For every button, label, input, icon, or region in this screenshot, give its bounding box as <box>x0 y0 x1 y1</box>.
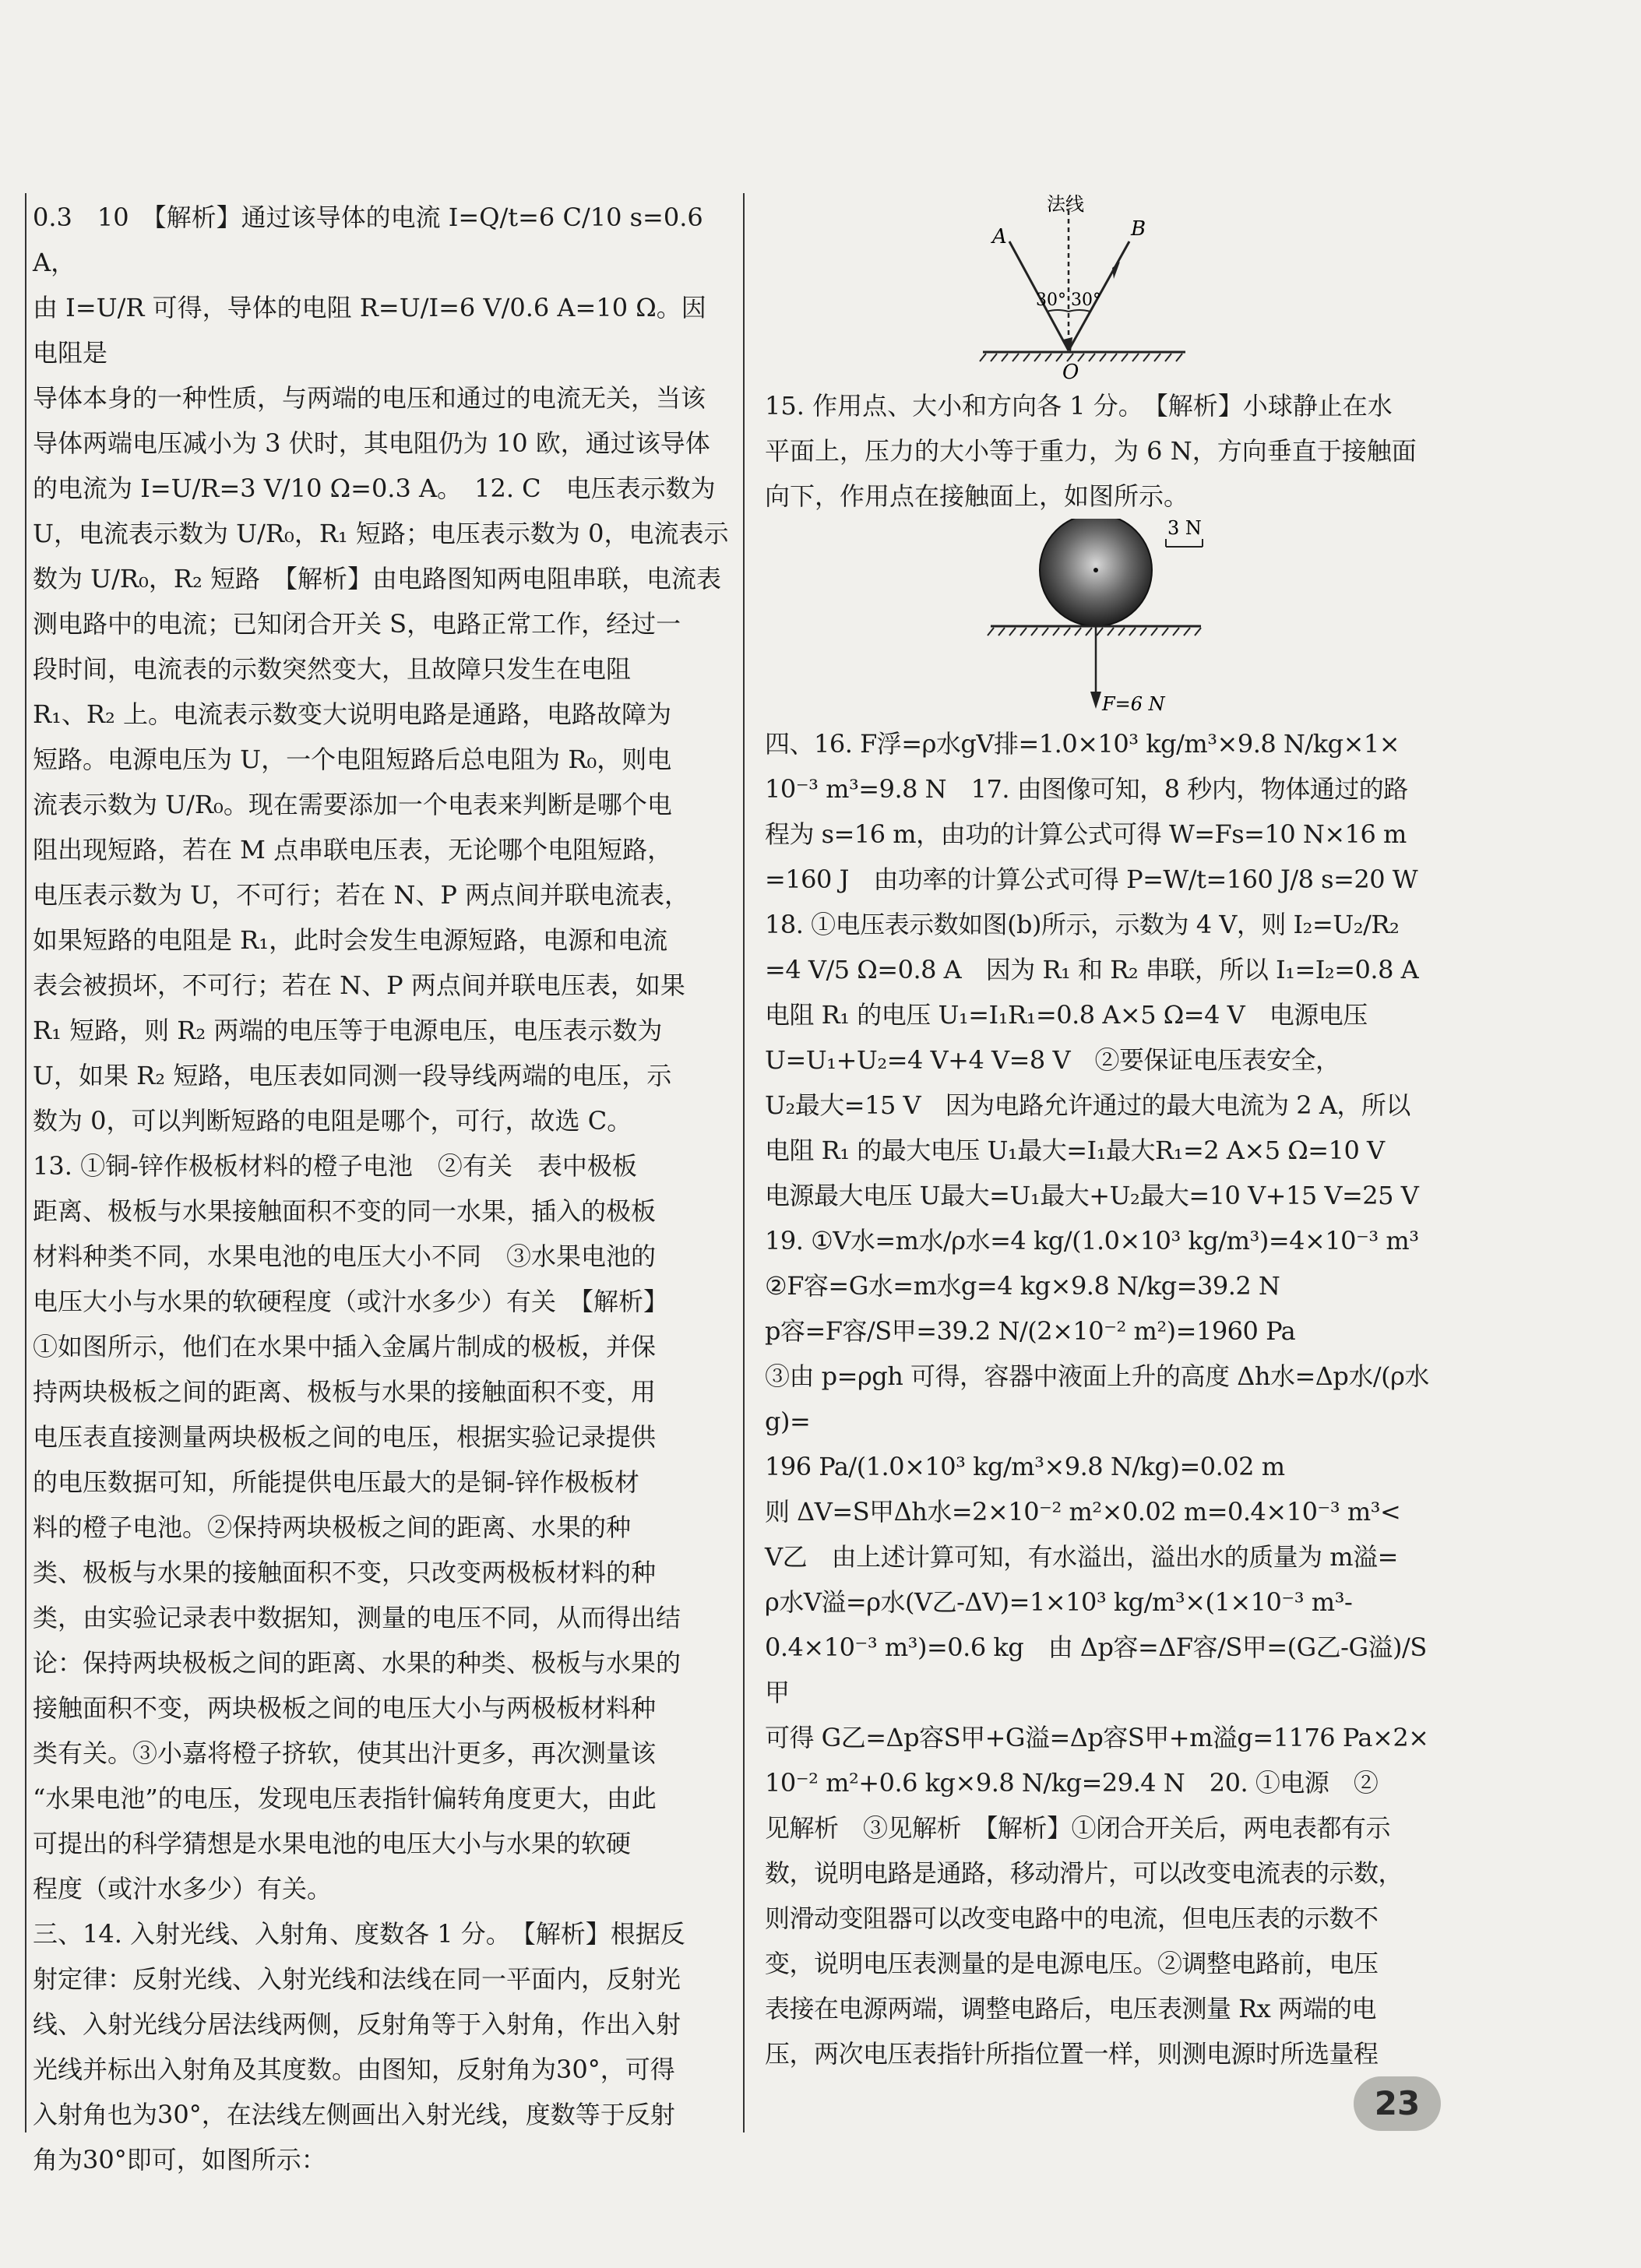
text-line: V乙 由上述计算可知，有水溢出，溢出水的质量为 m溢= <box>765 1542 1398 1572</box>
answers-block <box>765 721 1435 2076</box>
reflection-diagram <box>765 187 1435 382</box>
text-line: 论：保持两块极板之间的距离、水果的种类、极板与水果的 <box>33 1648 681 1678</box>
text-line: 压，两次电压表指针所指位置一样，则测电源时所选量程 <box>765 2039 1379 2069</box>
text-line: R₁、R₂ 上。电流表示数变大说明电路是通路，电路故障为 <box>33 699 672 729</box>
text-line: 料的橙子电池。②保持两块极板之间的距离、水果的种 <box>33 1513 632 1542</box>
text-line: 数，说明电路是通路，移动滑片，可以改变电流表的示数， <box>765 1858 1403 1888</box>
text-line: 电阻 R₁ 的最大电压 U₁最大=I₁最大R₁=2 A×5 Ω=10 V <box>765 1136 1385 1165</box>
point-o-label: O <box>1062 361 1079 382</box>
left-column <box>33 195 731 2182</box>
text-line: 表接在电源两端，调整电路后，电压表测量 Rx 两端的电 <box>765 1994 1376 2023</box>
text-line: 段时间，电流表的示数突然变大，且故障只发生在电阻 <box>33 654 632 684</box>
q15-block <box>765 383 1435 519</box>
text-line: 程为 s=16 m，由功的计算公式可得 W=Fs=10 N×16 m <box>765 819 1407 849</box>
text-line: 接触面积不变，两块极板之间的电压大小与两极板材料种 <box>33 1693 657 1723</box>
text-line: 流表示数为 U/R₀。现在需要添加一个电表来判断是哪个电 <box>33 790 672 819</box>
text-line: ②F容=G水=m水g=4 kg×9.8 N/kg=39.2 N <box>765 1271 1280 1301</box>
text-line: 类有关。③小嘉将橙子挤软，使其出汁更多，再次测量该 <box>33 1738 657 1768</box>
normal-label: 法线 <box>1047 193 1084 215</box>
angle-right-label: 30° <box>1071 291 1101 310</box>
ray-a-label: A <box>992 225 1007 248</box>
text-line: 0.4×10⁻³ m³)=0.6 kg 由 Δp容=ΔF容/S甲=(G乙-G溢)/S甲 <box>765 1632 1427 1707</box>
text-line: 电压表直接测量两块极板之间的电压，根据实验记录提供 <box>33 1422 657 1452</box>
text-line: U，电流表示数为 U/R₀，R₁ 短路；电压表示数为 0，电流表示 <box>33 519 729 548</box>
page-number-badge: 23 <box>1354 2076 1441 2131</box>
text-line: 入射角也为30°，在法线左侧画出入射光线，度数等于反射 <box>33 2100 675 2129</box>
left-margin-rule <box>25 193 26 2132</box>
text-line: 196 Pa/(1.0×10³ kg/m³×9.8 N/kg)=0.02 m <box>765 1452 1285 1481</box>
text-line: 的电压数据可知，所能提供电压最大的是铜-锌作极板材 <box>33 1467 639 1497</box>
text-line: U=U₁+U₂=4 V+4 V=8 V ②要保证电压表安全， <box>765 1045 1340 1075</box>
text-line: 13. ①铜-锌作极板材料的橙子电池 ②有关 表中极板 <box>33 1151 637 1181</box>
text-line: 材料种类不同，水果电池的电压大小不同 ③水果电池的 <box>33 1241 657 1271</box>
text-line: 四、16. F浮=ρ水gV排=1.0×10³ kg/m³×9.8 N/kg×1× <box>765 729 1400 759</box>
text-line: 类，由实验记录表中数据知，测量的电压不同，从而得出结 <box>33 1603 681 1632</box>
text-line: 数为 U/R₀，R₂ 短路 【解析】由电路图知两电阻串联，电流表 <box>33 564 721 593</box>
text-line: 10⁻² m²+0.6 kg×9.8 N/kg=29.4 N 20. ①电源 ② <box>765 1768 1379 1798</box>
text-line: 测电路中的电流；已知闭合开关 S，电路正常工作，经过一 <box>33 609 681 639</box>
text-line: 导体本身的一种性质，与两端的电压和通过的电流无关，当该 <box>33 383 706 413</box>
text-line: 类、极板与水果的接触面积不变，只改变两极板材料的种 <box>33 1558 657 1587</box>
text-line: =160 J 由功率的计算公式可得 P=W/t=160 J/8 s=20 W <box>765 865 1418 894</box>
text-line: 电源最大电压 U最大=U₁最大+U₂最大=10 V+15 V=25 V <box>765 1181 1419 1210</box>
text-line: 射定律：反射光线、入射光线和法线在同一平面内，反射光 <box>33 1964 681 1994</box>
text-line: 可提出的科学猜想是水果电池的电压大小与水果的软硬 <box>33 1829 632 1858</box>
text-line: 线、入射光线分居法线两侧，反射角等于入射角，作出入射 <box>33 2009 681 2039</box>
text-line: p容=F容/S甲=39.2 N/(2×10⁻² m²)=1960 Pa <box>765 1316 1296 1346</box>
text-line: ①如图所示，他们在水果中插入金属片制成的极板，并保 <box>33 1332 657 1361</box>
force-label: F=6 N <box>1102 693 1165 713</box>
text-line: 程度（或汁水多少）有关。 <box>33 1874 333 1904</box>
ray-b-label: B <box>1131 217 1146 241</box>
text-line: =4 V/5 Ω=0.8 A 因为 R₁ 和 R₂ 串联，所以 I₁=I₂=0.8 A <box>765 955 1419 984</box>
text-line: 向下，作用点在接触面上，如图所示。 <box>765 481 1189 511</box>
text-line: 三、14. 入射光线、入射角、度数各 1 分。 【解析】根据反 <box>33 1919 685 1949</box>
text-line: 10⁻³ m³=9.8 N 17. 由图像可知，8 秒内，物体通过的路 <box>765 774 1408 804</box>
text-line: 如果短路的电阻是 R₁，此时会发生电源短路，电源和电流 <box>33 925 668 955</box>
text-line: ρ水V溢=ρ水(V乙-ΔV)=1×10³ kg/m³×(1×10⁻³ m³- <box>765 1587 1353 1617</box>
text-line: 变，说明电压表测量的是电源电压。②调整电路前，电压 <box>765 1949 1379 1978</box>
right-column <box>765 187 1435 2076</box>
text-line: 电压大小与水果的软硬程度（或汁水多少）有关 【解析】 <box>33 1287 669 1316</box>
text-line: 15. 作用点、大小和方向各 1 分。 【解析】小球静止在水 <box>765 391 1393 421</box>
force-diagram <box>765 519 1435 713</box>
scale-label: 3 N <box>1167 519 1202 539</box>
text-line: “水果电池”的电压，发现电压表指针偏转角度更大，由此 <box>33 1784 657 1813</box>
text-line: 导体两端电压减小为 3 伏时，其电阻仍为 10 欧，通过该导体 <box>33 428 710 458</box>
text-line: 角为30°即可，如图所示： <box>33 2145 326 2175</box>
text-line: 见解析 ③见解析 【解析】①闭合开关后，两电表都有示 <box>765 1813 1391 1843</box>
text-line: 阻出现短路，若在 M 点串联电压表，无论哪个电阻短路， <box>33 835 673 865</box>
text-line: 电压表示数为 U，不可行；若在 N、P 两点间并联电流表， <box>33 880 690 910</box>
text-line: 距离、极板与水果接触面积不变的同一水果，插入的极板 <box>33 1196 657 1226</box>
text-line: ③由 p=ρgh 可得，容器中液面上升的高度 Δh水=Δp水/(ρ水g)= <box>765 1361 1429 1436</box>
text-line: 则滑动变阻器可以改变电路中的电流，但电压表的示数不 <box>765 1904 1379 1933</box>
text-line: 光线并标出入射角及其度数。由图知，反射角为30°，可得 <box>33 2055 675 2084</box>
text-line: 可得 G乙=Δp容S甲+G溢=Δp容S甲+m溢g=1176 Pa×2× <box>765 1723 1429 1752</box>
text-line: 由 I=U/R 可得，导体的电阻 R=U/I=6 V/0.6 A=10 Ω。因电阻是 <box>33 293 706 368</box>
text-line: 19. ①V水=m水/ρ水=4 kg/(1.0×10³ kg/m³)=4×10⁻³ m³ <box>765 1226 1419 1256</box>
text-line: U，如果 R₂ 短路，电压表如同测一段导线两端的电压，示 <box>33 1061 672 1090</box>
text-line: 18. ①电压表示数如图(b)所示，示数为 4 V，则 I₂=U₂/R₂ <box>765 910 1400 939</box>
angle-left-label: 30° <box>1036 291 1066 310</box>
text-line: 0.3 10 【解析】通过该导体的电流 I=Q/t=6 C/10 s=0.6 A， <box>33 202 711 277</box>
text-line: 电阻 R₁ 的电压 U₁=I₁R₁=0.8 A×5 Ω=4 V 电源电压 <box>765 1000 1368 1030</box>
column-divider-rule <box>743 193 745 2132</box>
text-line: 的电流为 I=U/R=3 V/10 Ω=0.3 A。 12. C 电压表示数为 <box>33 474 716 503</box>
text-line: R₁ 短路，则 R₂ 两端的电压等于电源电压，电压表示数为 <box>33 1016 663 1045</box>
text-line: 持两块极板之间的距离、极板与水果的接触面积不变，用 <box>33 1377 657 1407</box>
text-line: 短路。电源电压为 U，一个电阻短路后总电阻为 R₀，则电 <box>33 745 672 774</box>
text-line: 表会被损坏，不可行；若在 N、P 两点间并联电压表，如果 <box>33 970 685 1000</box>
text-line: U₂最大=15 V 因为电路允许通过的最大电流为 2 A，所以 <box>765 1090 1410 1120</box>
text-line: 平面上，压力的大小等于重力，为 6 N，方向垂直于接触面 <box>765 436 1417 466</box>
text-line: 则 ΔV=S甲Δh水=2×10⁻² m²×0.02 m=0.4×10⁻³ m³< <box>765 1497 1401 1527</box>
text-line: 数为 0，可以判断短路的电阻是哪个，可行，故选 C。 <box>33 1106 632 1136</box>
